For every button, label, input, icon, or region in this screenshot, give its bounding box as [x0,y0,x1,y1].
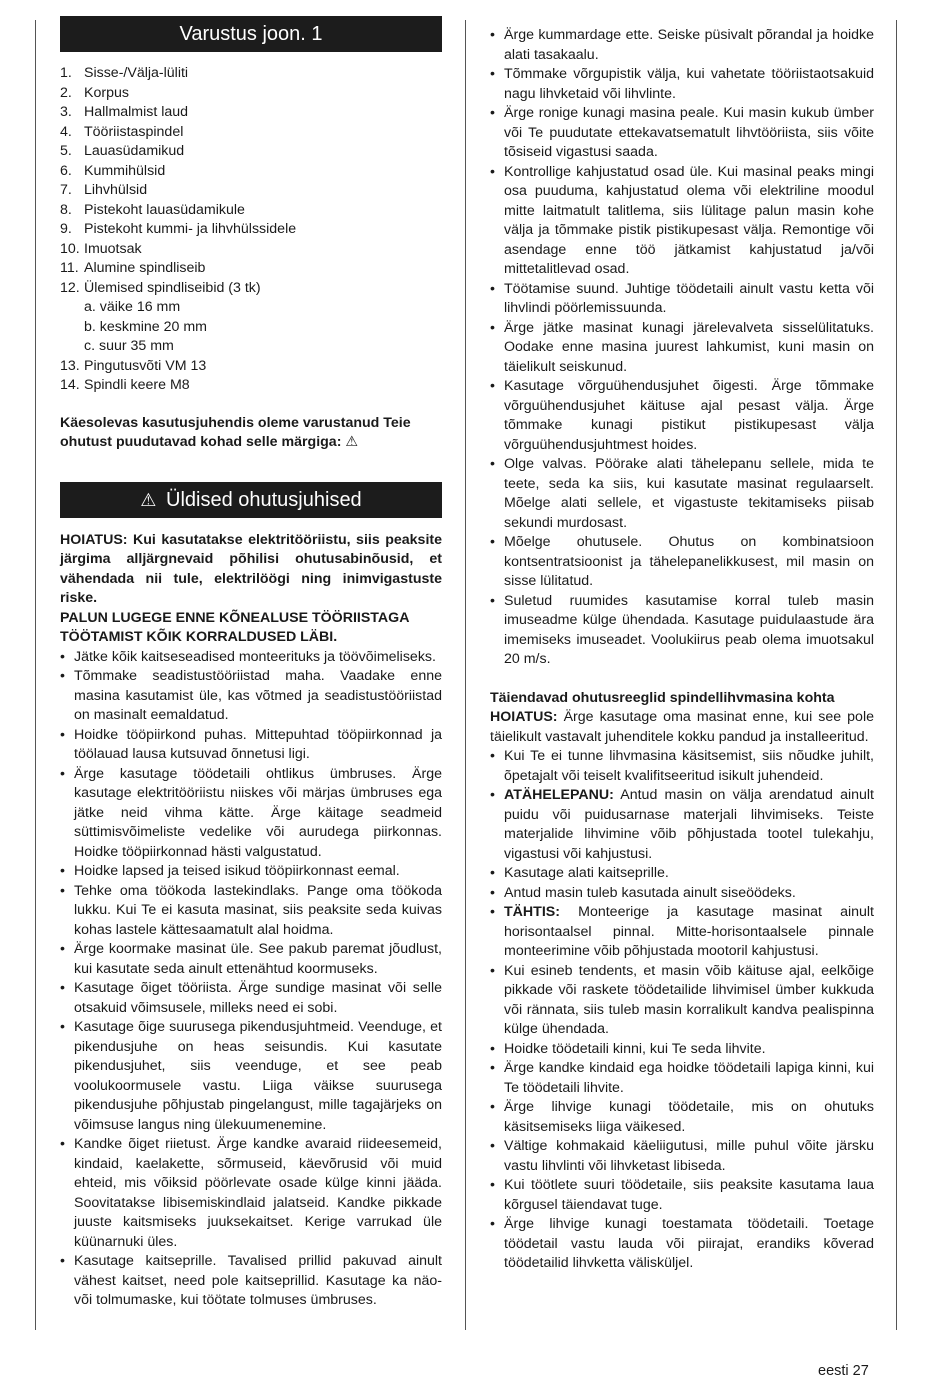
list-item: • Kandke õiget riietust. Ärge kandke avaraid riideesemeid, kindaid, kaelakette, sõrmuseid, käevõrusid või muid ehteid, mis võiksid pöörlevate osade külge kinni jääda. Soovitatakse libisemiskindlaid jalatseid. Kandke pikkade juuste kaitsmiseks juuksekaitset. Kerige varrukad üle küünarnuki üles. [60,1136,442,1250]
left-margin-line [35,20,36,1330]
equipment-item [60,123,442,143]
equipment-subitem: b. keskmine 20 mm [84,318,207,335]
item-number: 5. [60,143,72,159]
list-item: • Antud masin tuleb kasutada ainult siseöödeks. [490,884,796,901]
list-item: • Ärge jätke masinat kunagi järelevalveta sisselülitatuks. Oodake enne masina juurest lahkumist, kuni masin on täielikult seiskunud. [490,319,874,375]
list-item: • Tehke oma töökoda lastekindlaks. Pange oma töökoda lukku. Kui Te ei kasuta masinat, siis peaksite seda kuivas kohas lastele kättesaamatult alal hoidma. [60,882,442,938]
item-text: Pistekoht kummi- ja lihvhülssidele [84,221,297,237]
list-item: • Kui esineb tendents, et masin võib käituse ajal, eelkõige pikkade või raskete töödetailide lihvimisel ümber kukkuda või rännata, siis tuleb masin korralikult kandva pealispinna külge ühendada. [490,962,874,1037]
list-item: • Vältige kohmakaid käeliigutusi, mille puhul võite järsku vastu lihvlinti või lihvketast libiseda. [490,1138,874,1174]
spindle-bullets-rest [490,962,874,1274]
list-item: • Hoidke lapsed ja teised isikud tööpiirkonnast eemal. [60,863,400,879]
page-number: eesti 27 [818,1363,869,1379]
item-text: Imuotsak [84,240,142,257]
list-item: • Ärge ronige kunagi masina peale. Kui masin kukub ümber või Te puudutate ettekavatsematult lihvtööriista, siis võite tõsiseid vigastusi saada. [490,105,874,160]
equipment-item [60,201,442,221]
center-divider-line [465,20,466,1330]
item-number: 10. [60,240,80,257]
item-text: Ülemised spindliseibid (3 tk) [84,279,261,296]
item-number: 2. [60,84,72,101]
safety-title: ⚠ Üldised ohutusjuhised [60,482,442,518]
left-column [60,16,442,1311]
warning-triangle-icon: ⚠ [345,434,359,450]
equipment-item [60,84,442,104]
list-item: • Hoidke tööpiirkond puhas. Mittepuhtad tööpiirkonnad ja töölauad lausa kutsuvad õnnetusi ligi. [60,726,442,762]
list-item: • Ärge koormake masinat üle. See pakub paremat jõudlust, kui kasutate seda ainult ettenähtud koormuseks. [60,941,442,977]
list-item: • Tõmmake võrgupistik välja, kui vahetate tööriistaotsakuid nagu lihvketaid või lihvlinte. [490,66,874,102]
list-item: • Kasutage kaitseprille. Tavalised prillid pakuvad ainult vähest kaitset, need pole kaitseprillid. Kasutage ka näo- või tolmumaske, kui töötate tolmuses ümbruses. [60,1253,442,1308]
equipment-item [60,103,442,123]
equipment-item [60,220,442,240]
right-column [490,26,874,1274]
equipment-item [60,181,442,201]
item-number: 6. [60,162,72,179]
safety-bullets-left [60,648,442,1311]
list-item: • Töötamise suund. Juhtige töödetaili ainult vastu ketta või lihvlindi pöörlemissuunda. [490,280,874,316]
list-item: • Mõelge ohutusele. Ohutus on kombinatsioon kontsentratsioonist ja tähelepanelikkusest, mil masin on sisse lülitatud. [490,534,874,589]
list-item: • Kasutage õiget tööriista. Ärge sundige masinat või selle otsakuid võimsusele, milleks need ei sobi. [60,980,442,1016]
item-number: 12. [60,279,80,296]
list-item: • Ärge kasutage töödetaili ohtlikus ümbruses. Ärge kasutage elektritööriistu niiskes või märjas ümbruses ega jätke neid vihma kätte. Ärge käitage seadmeid süttimisvõimeliste vedelike või aurudega piirkonnas. Hoidke tööpiirkonnad hästi valgustatud. [60,765,442,860]
list-item: • Kui Te ei tunne lihvmasina käsitsemist, siis nõudke juhilt, õpetajalt või teiselt kvalifitseeritud isikult juhendeid. [490,748,874,784]
item-text: Hallmalmist laud [84,104,189,120]
list-item: • Kontrollige kahjustatud osad üle. Kui masinal peaks mingi osa puuduma, kahjustatud olema või elektriline moodul mitte laitmatult talitlema, siis lülitage palun masin kohe välja ja tõmmake pistik pistikupesast välja. Remontige või asendage enne töö jätkamist kahjustatud ja/või mittetalitlevad osad. [490,163,874,277]
list-item: • ATÄHELEPANU: Antud masin on välja arendatud ainult puidu või puidusarnase materjali lihvimiseks. Teiste materjalide lihvimine võib põhjustada tootel tulekahju, vigastusi või kahjustusi. [490,787,874,862]
list-item: • Kasutage alati kaitseprille. [490,865,669,881]
right-margin-line [896,20,897,1330]
equipment-item [60,162,442,182]
item-number: 3. [60,104,72,120]
equipment-item [60,240,442,260]
item-text: Sisse-/Välja-lüliti [84,65,189,81]
list-item: • Hoidke töödetaili kinni, kui Te seda lihvite. [490,1040,766,1057]
item-text: Spindli keere M8 [84,377,190,393]
equipment-subitem: c. suur 35 mm [84,338,174,354]
item-number: 4. [60,123,72,140]
item-text: Korpus [84,84,129,101]
item-text: Pistekoht lauasüdamikule [84,201,245,218]
item-text: Kummihülsid [84,162,166,179]
item-text: Alumine spindliseib [84,260,206,276]
general-warning: HOIATUS: Kui kasutatakse elektritööriistu, siis peaksite järgima alljärgnevaid põhilisi ohutusabinõusid, et vähendada nii tule, elektrilöögi ning inimvigastuste riske. [60,531,442,606]
safety-bullets-right [490,26,874,670]
item-number: 9. [60,221,72,237]
item-text: Lauasüdamikud [84,143,185,159]
warning-triangle-icon: ⚠ [140,489,157,510]
item-number: 14. [60,377,80,393]
item-text: Pingutusvõti VM 13 [84,357,207,374]
item-number: 7. [60,182,72,198]
list-item: • TÄHTIS: Monteerige ja kasutage masinat ainult horisontaalsel pinnal. Mitte-horisontaalsele pinnale monteerimine võib põhjustada mootoril kahjustusi. [490,904,874,959]
list-item: • Ärge kandke kindaid ega hoidke töödetaili lapiga kinni, kui Te töödetaili lihvite. [490,1060,874,1096]
list-item: • Ärge lihvige kunagi toestamata töödetaili. Toetage töödetail vastu lauda või piirajat, erandiks kõverad töödetailid lihvketta välisküljel. [490,1216,874,1271]
list-item: • Ärge lihvige kunagi töödetaile, mis on ohutuks käsitsemiseks liiga väikesed. [490,1099,874,1135]
list-item: • Jätke kõik kaitseseadised monteerituks ja töövõimeliseks. [60,648,436,665]
equipment-item [60,64,442,84]
item-number: 1. [60,65,72,81]
list-item: • Tõmmake seadistustööriistad maha. Vaadake enne masina kasutamist üle, kas võtmed ja seadistustööriistad on masinalt eemaldatud. [60,668,442,723]
spindle-warning: HOIATUS: Ärge kasutage oma masinat enne, kui see pole täielikult vastavalt juhenditele kokku pandud ja installeeritud. [490,709,874,745]
list-item: • Kasutage võrguühendusjuhet õigesti. Ärge tõmmake võrguühendusjuhet käituse ajal pesast välja. Ärge tõmmake kunagi pistikut pistikupesast välja võrguühendusjuhtmest hoides. [490,378,874,453]
equipment-item [60,259,442,279]
item-text: Tööriistaspindel [84,123,184,140]
spindle-bullets [490,747,874,962]
spindle-section-title: Täiendavad ohutusreeglid spindellihvmasina kohta [490,689,835,706]
equipment-item [60,279,442,299]
equipment-item [60,357,442,377]
item-number: 8. [60,201,72,218]
equipment-item [60,142,442,162]
list-item: • Kasutage õige suurusega pikendusjuhtmeid. Veenduge, et pikendusjuhe on heas seisundis. Kui kasutate pikendusjuhet, siis veenduge, et see peab voolukoormusele vastu. Liiga väikse suurusega pikendusjuhe põhjustab pingelangust, mille tagajärjeks on võimsuse langus ning ülekuumenemine. [60,1019,442,1133]
list-item: • Ärge kummardage ette. Seiske püsivalt põrandal ja hoidke alati tasakaalu. [490,27,874,63]
list-item: • Suletud ruumides kasutamise korral tuleb masin imuseadme külge ühendada. Kasutage puidulaastude ära imemiseks imuseadet. Voolukiirus peab olema imuotsakul 20 m/s. [490,592,874,667]
equipment-list [60,64,442,396]
equipment-subitem: a. väike 16 mm [84,299,181,315]
equipment-item [60,376,442,396]
item-number: 13. [60,357,80,374]
list-item: • Olge valvas. Pöörake alati tähelepanu sellele, mida te teete, seda ka siis, kui kasutate masinat regulaarselt. Mõelge alati sellele, et vigastuste tekitamiseks piisab sekundi murdosast. [490,456,874,531]
read-instructions: PALUN LUGEGE ENNE KÕNEALUSE TÖÖRIISTAGA TÖÖTAMIST KÕIK KORRALDUSED LÄBI. [60,609,409,645]
list-item: • Kui töötlete suuri töödetaile, siis peaksite kasutama laua kõrgusel täiendavat tuge. [490,1177,874,1213]
item-text: Lihvhülsid [84,182,148,198]
symbol-notice: Käesolevas kasutusjuhendis oleme varustanud Teie ohutust puudutavad kohad selle märgiga: ⚠ [60,414,411,450]
equipment-title: Varustus joon. 1 [60,16,442,52]
item-number: 11. [60,260,79,276]
